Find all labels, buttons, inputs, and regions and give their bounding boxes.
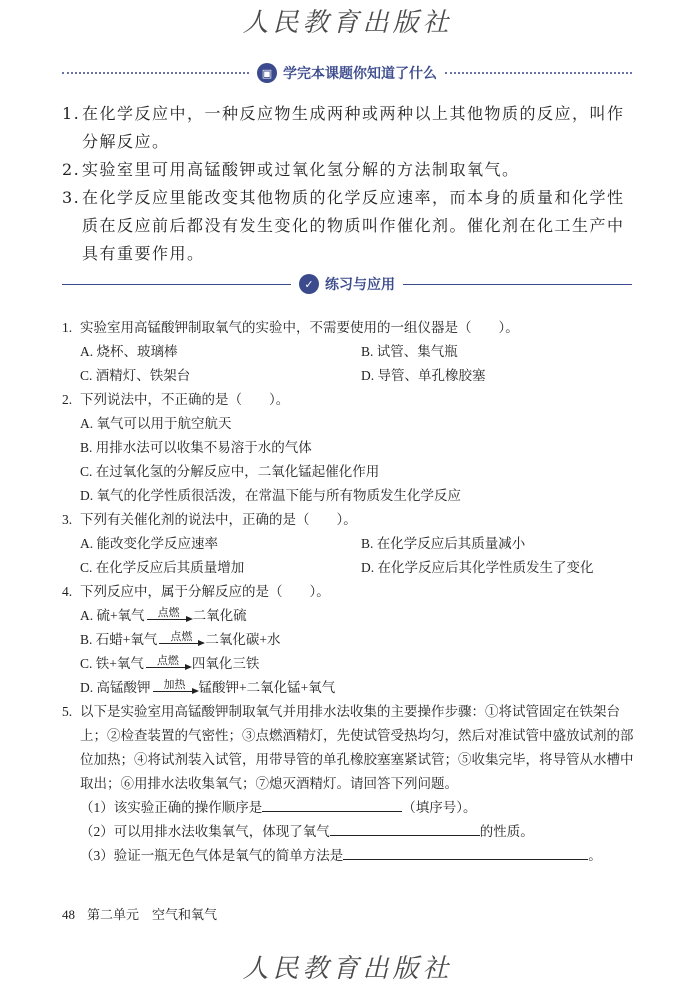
sub-question-text: （2）可以用排水法收集氧气，体现了氧气 bbox=[80, 824, 330, 839]
question-1 bbox=[62, 316, 642, 340]
question-text: 下列反应中，属于分解反应的是（ ）。 bbox=[80, 584, 330, 599]
option: C. 在过氧化氢的分解反应中，二氧化锰起催化作用 bbox=[80, 464, 380, 479]
check-icon: ✓ bbox=[299, 274, 319, 294]
reactants: C. 铁+氧气 bbox=[80, 656, 144, 671]
item-text: 在化学反应中，一种反应物生成两种或两种以上其他物质的反应，叫作分解反应。 bbox=[82, 104, 625, 151]
book-icon: ▣ bbox=[257, 63, 277, 83]
sub-question-text: （3）验证一瓶无色气体是氧气的简单方法是 bbox=[80, 848, 344, 863]
answer-blank[interactable] bbox=[343, 845, 588, 860]
sub-question bbox=[62, 820, 642, 844]
question-text: 下列说法中，不正确的是（ ）。 bbox=[80, 392, 290, 407]
summary-section-header bbox=[62, 61, 632, 85]
item-number: 3. bbox=[62, 188, 81, 207]
publisher-logo: 人民教育出版社 bbox=[242, 954, 453, 983]
arrow-icon bbox=[153, 691, 197, 692]
question-5 bbox=[62, 700, 642, 796]
option: B. 用排水法可以收集不易溶于水的气体 bbox=[80, 440, 312, 455]
summary-item bbox=[62, 184, 637, 268]
question-text: 下列有关催化剂的说法中，正确的是（ ）。 bbox=[80, 512, 357, 527]
sub-question bbox=[62, 796, 642, 820]
exercise-section-header bbox=[62, 272, 632, 296]
arrow-icon bbox=[159, 643, 203, 644]
arrow-icon bbox=[147, 619, 191, 620]
exercise-list bbox=[62, 316, 642, 868]
option: B. 试管、集气瓶 bbox=[361, 344, 458, 359]
question-number: 3. bbox=[62, 512, 73, 527]
summary-list bbox=[62, 100, 637, 268]
question-number: 2. bbox=[62, 392, 73, 407]
exercise-title: 练习与应用 bbox=[325, 277, 395, 293]
sub-question-text: （1）该实验正确的操作顺序是 bbox=[80, 800, 263, 815]
option: A. 能改变化学反应速率 bbox=[80, 536, 218, 551]
summary-item bbox=[62, 156, 637, 184]
option: D. 在化学反应后其化学性质发生了变化 bbox=[361, 560, 594, 575]
reaction-option bbox=[80, 652, 642, 676]
products: 二氧化碳+水 bbox=[205, 632, 281, 647]
question-number: 5. bbox=[62, 704, 73, 719]
divider bbox=[62, 72, 249, 74]
divider bbox=[445, 72, 632, 74]
answer-blank[interactable] bbox=[262, 797, 402, 812]
question-text: 以下是实验室用高锰酸钾制取氧气并用排水法收集的主要操作步骤：①将试管固定在铁架台上；②检查装置的气密性；③点燃酒精灯，先使试管受热均匀，然后对准试管中盛放试剂的部位加热；④将试剂装入试管，用带导管的单孔橡胶塞塞紧试管；⑤收集完毕，将导管从水槽中取出；⑥用排水法收集氧气；⑦熄灭酒精灯。请回答下列问题。 bbox=[80, 704, 634, 791]
option: A. 烧杯、玻璃棒 bbox=[80, 344, 178, 359]
question-number: 1. bbox=[62, 320, 73, 335]
question-4 bbox=[62, 580, 642, 604]
products: 二氧化硫 bbox=[192, 608, 247, 623]
option: B. 在化学反应后其质量减小 bbox=[361, 536, 526, 551]
sub-question-suffix: 。 bbox=[588, 848, 602, 863]
page-footer bbox=[62, 904, 229, 923]
publisher-logo: 人民教育出版社 bbox=[242, 8, 453, 38]
option: D. 氧气的化学性质很活泼，在常温下能与所有物质发生化学反应 bbox=[80, 488, 461, 503]
item-number: 1. bbox=[62, 104, 81, 123]
question-text: 实验室用高锰酸钾制取氧气的实验中，不需要使用的一组仪器是（ ）。 bbox=[80, 320, 519, 335]
condition: 加热 bbox=[163, 678, 186, 691]
item-text: 在化学反应里能改变其他物质的化学反应速率，而本身的质量和化学性质在反应前后都没有发生变化的物质叫作催化剂。催化剂在化工生产中具有重要作用。 bbox=[82, 188, 625, 263]
option: C. 酒精灯、铁架台 bbox=[80, 368, 191, 383]
reaction-option bbox=[80, 676, 642, 700]
sub-question-suffix: 的性质。 bbox=[479, 824, 534, 839]
condition: 点燃 bbox=[157, 606, 180, 619]
reactants: D. 高锰酸钾 bbox=[80, 680, 151, 695]
question-2 bbox=[62, 388, 642, 412]
summary-title: 学完本课题你知道了什么 bbox=[283, 66, 437, 82]
item-number: 2. bbox=[62, 160, 81, 179]
arrow-icon bbox=[146, 667, 190, 668]
products: 四氧化三铁 bbox=[191, 656, 260, 671]
reaction-option bbox=[80, 628, 642, 652]
condition: 点燃 bbox=[170, 630, 193, 643]
question-number: 4. bbox=[62, 584, 73, 599]
reaction-option bbox=[80, 604, 642, 628]
unit-title: 第二单元 空气和氧气 bbox=[87, 907, 218, 922]
option: C. 在化学反应后其质量增加 bbox=[80, 560, 245, 575]
condition: 点燃 bbox=[156, 654, 179, 667]
reactants: B. 石蜡+氧气 bbox=[80, 632, 158, 647]
option: A. 氧气可以用于航空航天 bbox=[80, 416, 232, 431]
page-number: 48 bbox=[62, 907, 75, 922]
item-text: 实验室里可用高锰酸钾或过氧化氢分解的方法制取氧气。 bbox=[82, 160, 520, 179]
summary-item bbox=[62, 100, 637, 156]
divider bbox=[403, 284, 632, 285]
sub-question bbox=[62, 844, 642, 868]
products: 锰酸钾+二氧化锰+氧气 bbox=[198, 680, 336, 695]
divider bbox=[62, 284, 291, 285]
reactants: A. 硫+氧气 bbox=[80, 608, 145, 623]
answer-blank[interactable] bbox=[330, 821, 480, 836]
question-3 bbox=[62, 508, 642, 532]
sub-question-suffix: （填序号）。 bbox=[402, 800, 477, 815]
option: D. 导管、单孔橡胶塞 bbox=[361, 368, 486, 383]
